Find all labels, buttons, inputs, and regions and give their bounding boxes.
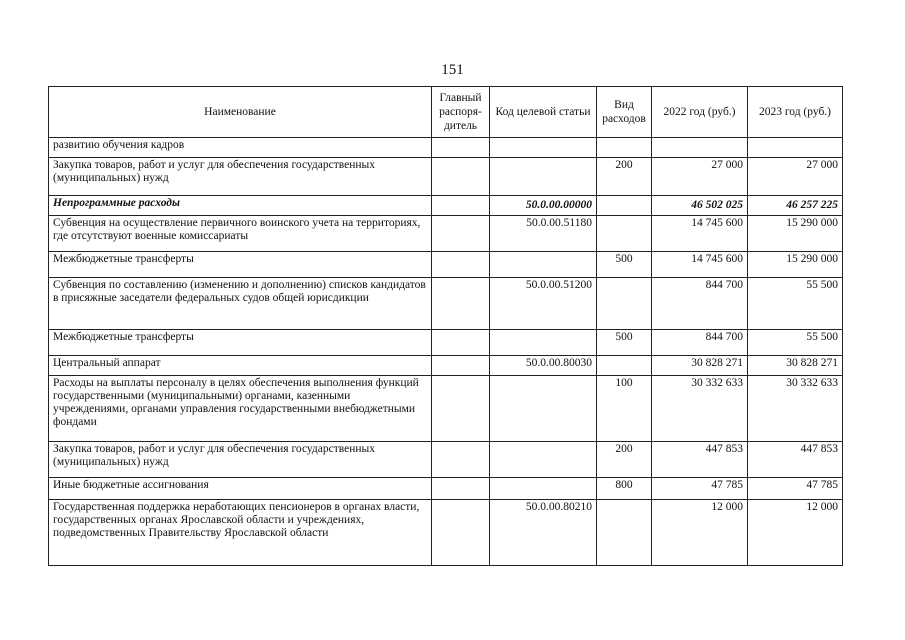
table-body: [49, 138, 843, 566]
row-manager-cell: [432, 278, 490, 330]
table-row: [49, 252, 843, 278]
row-manager-cell: [432, 376, 490, 442]
row-code-cell: 50.0.00.80210: [490, 500, 597, 566]
row-2023-cell: 46 257 225: [748, 196, 843, 216]
header-manager: Главный распоря-дитель: [432, 87, 490, 138]
row-2023-cell: 15 290 000: [748, 216, 843, 252]
row-type-cell: [597, 138, 652, 158]
row-2023-cell: 30 828 271: [748, 356, 843, 376]
row-2023-cell: [748, 138, 843, 158]
row-2022-cell: 47 785: [652, 478, 748, 500]
row-2023-cell: 55 500: [748, 330, 843, 356]
row-code-cell: 50.0.00.51180: [490, 216, 597, 252]
row-name-cell: Субвенция на осуществление первичного воинского учета на территориях, где отсутствуют военные комиссариаты: [49, 216, 432, 252]
row-code-cell: 50.0.00.80030: [490, 356, 597, 376]
table-row: [49, 478, 843, 500]
row-type-cell: [597, 216, 652, 252]
row-name-cell: развитию обучения кадров: [49, 138, 432, 158]
row-code-cell: [490, 158, 597, 196]
row-2023-cell: 447 853: [748, 442, 843, 478]
page-number: 151: [441, 62, 464, 78]
row-name-cell: Межбюджетные трансферты: [49, 330, 432, 356]
row-code-cell: [490, 442, 597, 478]
row-2022-cell: 844 700: [652, 330, 748, 356]
table-row: [49, 138, 843, 158]
header-name: Наименование: [49, 87, 432, 138]
row-2022-cell: 14 745 600: [652, 252, 748, 278]
table-row: [49, 216, 843, 252]
row-manager-cell: [432, 500, 490, 566]
row-code-cell: [490, 252, 597, 278]
row-name-cell: Межбюджетные трансферты: [49, 252, 432, 278]
row-2022-cell: 447 853: [652, 442, 748, 478]
row-code-cell: [490, 330, 597, 356]
row-type-cell: 200: [597, 158, 652, 196]
row-2022-cell: 12 000: [652, 500, 748, 566]
row-2022-cell: 30 828 271: [652, 356, 748, 376]
row-name-cell: Иные бюджетные ассигнования: [49, 478, 432, 500]
row-2023-cell: 15 290 000: [748, 252, 843, 278]
row-name-cell: Непрограммные расходы: [49, 196, 432, 216]
row-2022-cell: [652, 138, 748, 158]
table-row: [49, 330, 843, 356]
table-row: [49, 196, 843, 216]
row-type-cell: 200: [597, 442, 652, 478]
row-code-cell: [490, 478, 597, 500]
row-manager-cell: [432, 138, 490, 158]
row-name-cell: Центральный аппарат: [49, 356, 432, 376]
table-row: [49, 500, 843, 566]
row-manager-cell: [432, 196, 490, 216]
row-manager-cell: [432, 158, 490, 196]
row-manager-cell: [432, 216, 490, 252]
row-2022-cell: 46 502 025: [652, 196, 748, 216]
row-manager-cell: [432, 356, 490, 376]
row-manager-cell: [432, 478, 490, 500]
row-2023-cell: 12 000: [748, 500, 843, 566]
header-2023: 2023 год (руб.): [748, 87, 843, 138]
row-type-cell: [597, 196, 652, 216]
row-type-cell: [597, 278, 652, 330]
row-type-cell: 500: [597, 330, 652, 356]
row-manager-cell: [432, 442, 490, 478]
row-code-cell: [490, 138, 597, 158]
table-row: [49, 356, 843, 376]
row-manager-cell: [432, 252, 490, 278]
budget-table: [48, 86, 843, 566]
header-type: Вид расходов: [597, 87, 652, 138]
table-row: [49, 376, 843, 442]
row-2023-cell: 27 000: [748, 158, 843, 196]
row-name-cell: Субвенция по составлению (изменению и дополнению) списков кандидатов в присяжные заседатели федеральных судов общей юрисдикции: [49, 278, 432, 330]
row-2022-cell: 30 332 633: [652, 376, 748, 442]
row-name-cell: Расходы на выплаты персоналу в целях обеспечения выполнения функций государственными (муниципальными) органами, казенными учреждениями, органами управления государственными внебюджетными фондами: [49, 376, 432, 442]
row-type-cell: 800: [597, 478, 652, 500]
row-type-cell: 100: [597, 376, 652, 442]
row-2023-cell: 47 785: [748, 478, 843, 500]
table-row: [49, 278, 843, 330]
row-name-cell: Закупка товаров, работ и услуг для обеспечения государственных (муниципальных) нужд: [49, 158, 432, 196]
row-name-cell: Государственная поддержка неработающих пенсионеров в органах власти, государственных органах Ярославской области и учреждениях, подведомственных Правительству Ярославской области: [49, 500, 432, 566]
table-row: [49, 442, 843, 478]
row-2023-cell: 30 332 633: [748, 376, 843, 442]
table-row: [49, 158, 843, 196]
row-type-cell: 500: [597, 252, 652, 278]
header-code: Код целевой статьи: [490, 87, 597, 138]
row-2022-cell: 27 000: [652, 158, 748, 196]
row-2022-cell: 14 745 600: [652, 216, 748, 252]
row-code-cell: 50.0.00.00000: [490, 196, 597, 216]
header-2022: 2022 год (руб.): [652, 87, 748, 138]
row-code-cell: [490, 376, 597, 442]
row-2023-cell: 55 500: [748, 278, 843, 330]
row-type-cell: [597, 356, 652, 376]
row-name-cell: Закупка товаров, работ и услуг для обеспечения государственных (муниципальных) нужд: [49, 442, 432, 478]
row-2022-cell: 844 700: [652, 278, 748, 330]
row-manager-cell: [432, 330, 490, 356]
row-code-cell: 50.0.00.51200: [490, 278, 597, 330]
row-type-cell: [597, 500, 652, 566]
table-header-row: [49, 87, 843, 138]
